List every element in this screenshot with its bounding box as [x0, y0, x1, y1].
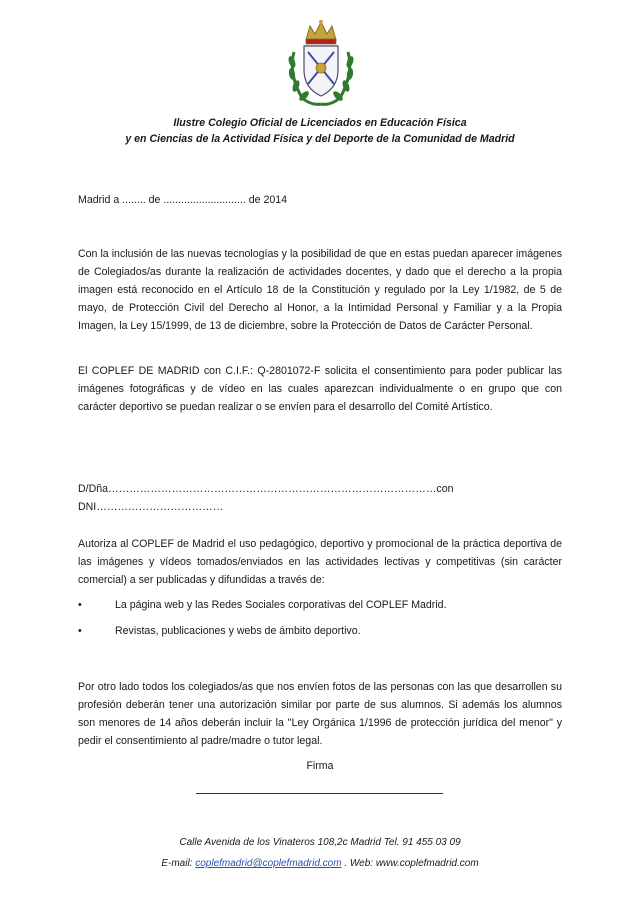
- bullet-text: La página web y las Redes Sociales corporativas del COPLEF Madrid.: [115, 599, 447, 611]
- email-link[interactable]: coplefmadrid@coplefmadrid.com: [195, 858, 342, 869]
- paragraph-consent-request: El COPLEF DE MADRID con C.I.F.: Q-2801072-F solicita el consentimiento para poder publicar las imágenes fotográficas y de vídeo en las cuales aparezcan individualmente o en grupo que con carácter deportivo se puedan realizar o se envíen para el desarrollo del Comité Artístico.: [78, 365, 562, 413]
- header-line-2: y en Ciencias de la Actividad Física y del Deporte de la Comunidad de Madrid: [125, 133, 515, 145]
- paragraph-members-notice: Por otro lado todos los colegiados/as que nos envíen fotos de las personas con las que desarrollen su profesión deberán tener una autorización similar por parte de sus alumnos. Si además los alumnos son menores de 14 años deberán incluir la "Ley Orgánica 1/1996 de protección jurídica del menor" y pedir el consentimiento al padre/madre o tutor legal.: [78, 681, 562, 747]
- bullet-text: Revistas, publicaciones y webs de ámbito deportivo.: [115, 625, 361, 637]
- footer-address: Calle Avenida de los Vinateros 108,2c Madrid Tel. 91 455 03 09: [179, 837, 461, 848]
- paragraph-legal-basis: Con la inclusión de las nuevas tecnologías y la posibilidad de que en estas puedan aparecer imágenes de Colegiados/as durante la realización de actividades docentes, y dado que el derecho a la propia imagen está reconocido en el Artículo 18 de la Constitución y regulado por la Ley 1/1982, de 5 de mayo, de Protección Civil del Derecho al Honor, a la Intimidad Personal y Familiar y a la Propia Imagen, la Ley 15/1999, de 13 de diciembre, sobre la Protección de Datos de Carácter Personal.: [78, 248, 562, 332]
- signature-line: [196, 793, 443, 794]
- name-dni-line: D/Dña…………………………………………………………………………………con DNI………………………………: [78, 483, 454, 513]
- web-text: . Web: www.coplefmadrid.com: [344, 858, 479, 869]
- bullet-symbol: •: [78, 625, 82, 637]
- coat-of-arms-icon: [284, 18, 358, 110]
- footer-contact: [60, 857, 580, 871]
- bullet-symbol: •: [78, 599, 82, 611]
- email-prefix: E-mail:: [161, 858, 193, 869]
- institution-header: [60, 115, 580, 147]
- date-line: Madrid a ........ de ............................ de 2014: [78, 194, 288, 206]
- signature-label: Firma: [306, 760, 334, 772]
- header-line-1: Ilustre Colegio Oficial de Licenciados en Educación Física: [173, 117, 467, 129]
- paragraph-authorization: Autoriza al COPLEF de Madrid el uso pedagógico, deportivo y promocional de la práctica deportiva de las imágenes y vídeos tomados/enviados en las actividades lectivas y competitivas (sin carácter comercial) a ser publicadas y difundidas a través de:: [78, 538, 562, 586]
